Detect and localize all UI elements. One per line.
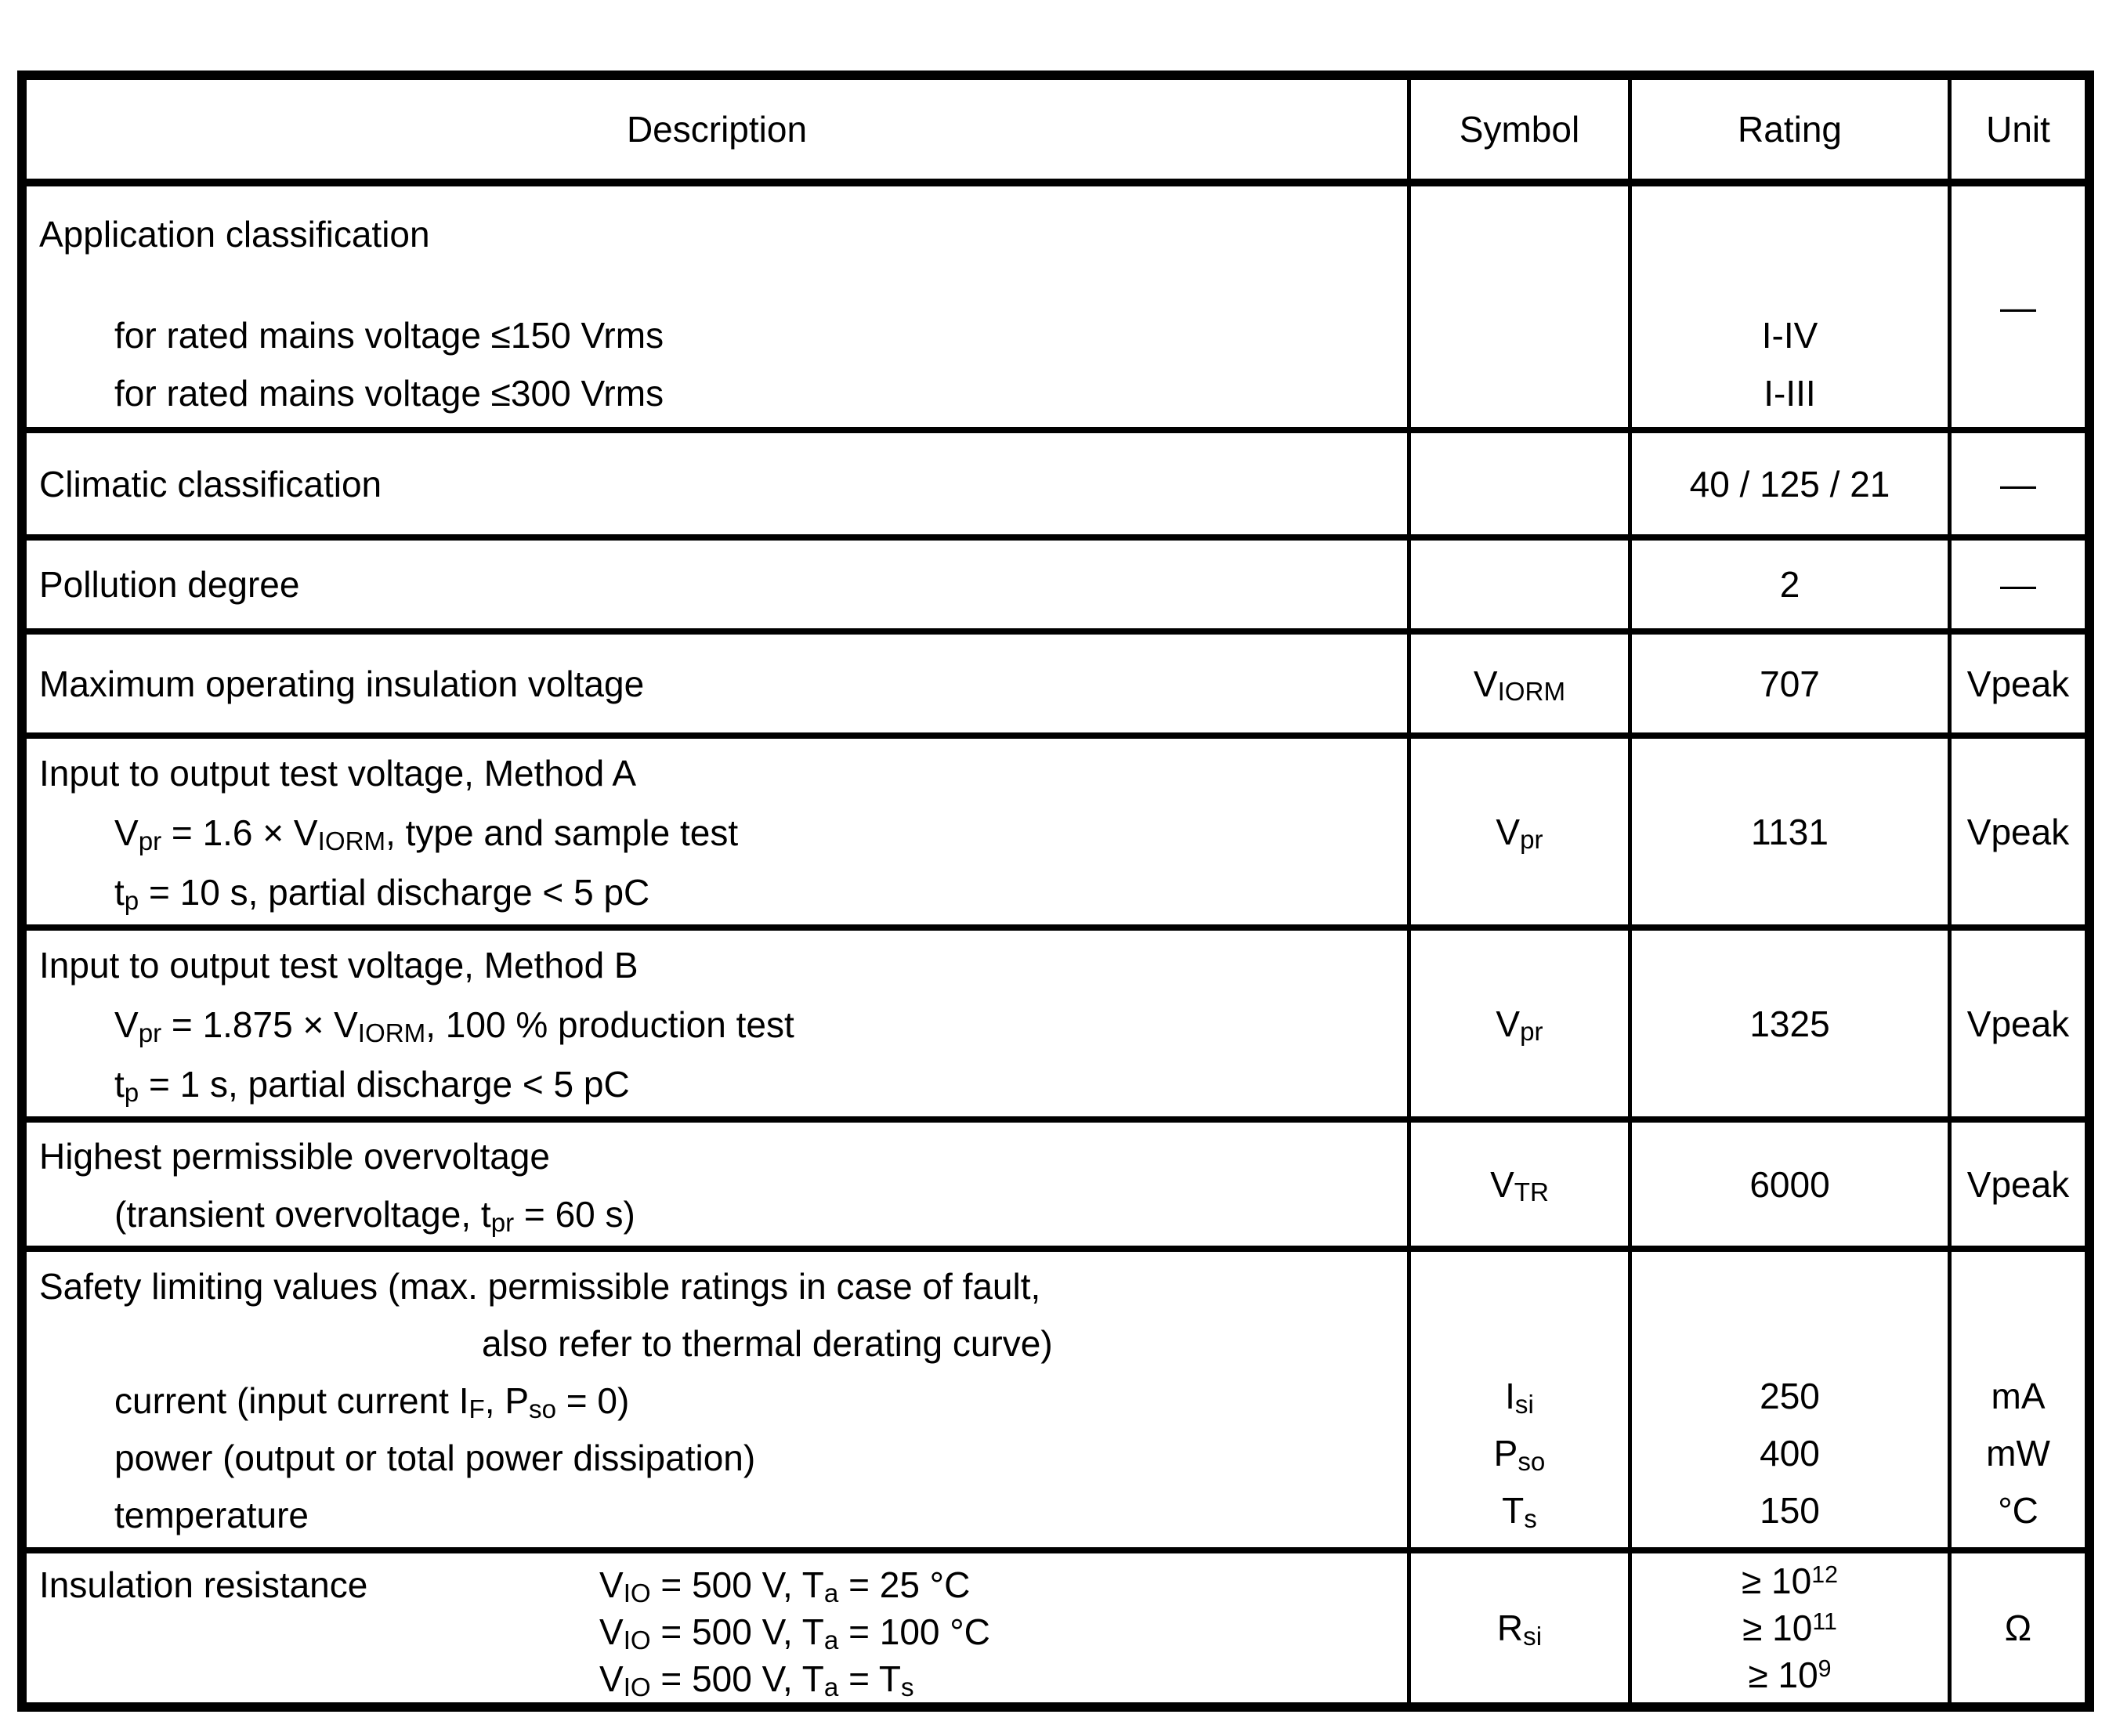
viorm-title: Maximum operating insulation voltage xyxy=(39,663,645,704)
viorm-rating-cell xyxy=(1632,635,1952,739)
method-b-condition-1: $V_{pr} = 1.875 \times V_{IORM}$, 100 % production test xyxy=(114,1004,794,1048)
method-a-title: Input to output test voltage, Method A xyxy=(39,753,637,794)
application-rating-cell xyxy=(1632,186,1952,433)
safety-title-line-2: also refer to thermal derating curve) xyxy=(482,1323,1053,1364)
header-cell-unit xyxy=(1952,80,2085,186)
method-a-symbol-cell xyxy=(1411,739,1632,931)
safety-item-power-desc: power (output or total power dissipation) xyxy=(114,1438,756,1478)
pollution-symbol-cell xyxy=(1411,541,1632,635)
method-a-rating-cell xyxy=(1632,739,1952,931)
insulation-rating-cell xyxy=(1632,1553,1952,1702)
pollution-unit-dash: — xyxy=(2000,564,2036,605)
header-cell-description xyxy=(27,80,1411,186)
climatic-title: Climatic classification xyxy=(39,463,382,505)
pollution-description-cell xyxy=(27,541,1411,635)
application-condition-300vrms: for rated mains voltage ≤300 Vrms xyxy=(114,373,664,414)
insulation-condition-100c: $V_{IO} = 500$ V, $T_a = 100$ °C xyxy=(599,1611,990,1655)
application-condition-150vrms: for rated mains voltage ≤150 Vrms xyxy=(114,315,664,356)
header-label-description: Description xyxy=(626,109,808,150)
viorm-unit-cell xyxy=(1952,635,2085,739)
header-cell-rating xyxy=(1632,80,1952,186)
header-label-unit: Unit xyxy=(1986,109,2050,150)
method-b-condition-2: $t_p = 1$ s, partial discharge < 5 pC xyxy=(114,1064,630,1108)
method-a-unit-cell xyxy=(1952,739,2085,931)
safety-unit-current: mA xyxy=(1991,1376,2046,1416)
overvoltage-unit-label: Vpeak xyxy=(1966,1163,2070,1205)
insulation-rating-1e9: ≥ $10^9$ xyxy=(1748,1655,1832,1695)
method-b-unit-label: Vpeak xyxy=(1966,1003,2070,1044)
method-a-condition-1: $V_{pr} = 1.6 \times V_{IORM}$, type and sample test xyxy=(114,812,739,856)
application-title: Application classification xyxy=(39,214,430,255)
application-spacer xyxy=(39,263,1398,306)
climatic-description-cell xyxy=(27,433,1411,541)
insulation-conditions xyxy=(599,1561,990,1702)
overvoltage-symbol: $V_{TR}$ xyxy=(1490,1163,1549,1208)
safety-symbol-cell xyxy=(1411,1252,1632,1553)
safety-symbol-ts: $T_s$ xyxy=(1502,1490,1537,1534)
method-a-description-cell xyxy=(27,739,1411,931)
safety-description-cell xyxy=(27,1252,1411,1553)
overvoltage-rating-cell xyxy=(1632,1123,1952,1252)
insulation-rating-1e12: ≥ $10^{12}$ xyxy=(1742,1561,1838,1601)
method-a-rating-value: 1131 xyxy=(1751,811,1829,852)
safety-rating-current: 250 xyxy=(1760,1376,1820,1416)
safety-unit-temperature: °C xyxy=(1998,1490,2038,1531)
overvoltage-unit-cell xyxy=(1952,1123,2085,1252)
method-b-rating-cell xyxy=(1632,931,1952,1123)
safety-symbol-isi: $I_{si}$ xyxy=(1505,1376,1534,1420)
insulation-condition-25c: $V_{IO} = 500$ V, $T_a = 25$ °C xyxy=(599,1564,971,1608)
method-b-description-cell xyxy=(27,931,1411,1123)
header-label-rating: Rating xyxy=(1738,109,1842,150)
viorm-description-cell xyxy=(27,635,1411,739)
header-cell-symbol xyxy=(1411,80,1632,186)
safety-unit-cell xyxy=(1952,1252,2085,1553)
method-b-symbol: $V_{pr}$ xyxy=(1496,1003,1543,1047)
climatic-unit-dash: — xyxy=(2000,463,2036,505)
climatic-unit-cell xyxy=(1952,433,2085,541)
pollution-rating-value: 2 xyxy=(1779,564,1800,605)
viorm-rating-value: 707 xyxy=(1760,663,1820,704)
safety-item-temperature-desc: temperature xyxy=(114,1495,309,1535)
method-a-symbol: $V_{pr}$ xyxy=(1496,811,1543,855)
safety-rating-temperature: 150 xyxy=(1760,1490,1820,1531)
safety-symbol-pso: $P_{so}$ xyxy=(1493,1433,1546,1477)
application-rating-150vrms: I-IV xyxy=(1761,315,1818,356)
insulation-description-cell xyxy=(27,1553,1411,1702)
insulation-unit-ohm: Ω xyxy=(2004,1608,2032,1648)
viorm-symbol-cell xyxy=(1411,635,1632,739)
viorm-symbol: $V_{IORM}$ xyxy=(1473,663,1566,707)
overvoltage-symbol-cell xyxy=(1411,1123,1632,1252)
safety-rating-power: 400 xyxy=(1760,1433,1820,1474)
safety-unit-power: mW xyxy=(1986,1433,2050,1474)
method-b-symbol-cell xyxy=(1411,931,1632,1123)
method-b-rating-value: 1325 xyxy=(1749,1003,1830,1044)
pollution-unit-cell xyxy=(1952,541,2085,635)
insulation-rating-1e11: ≥ $10^{11}$ xyxy=(1742,1608,1837,1648)
insulation-specifications-table xyxy=(17,71,2094,1712)
header-label-symbol: Symbol xyxy=(1459,109,1580,150)
climatic-symbol-cell xyxy=(1411,433,1632,541)
viorm-unit-label: Vpeak xyxy=(1966,663,2070,704)
pollution-rating-cell xyxy=(1632,541,1952,635)
insulation-symbol: $R_{si}$ xyxy=(1496,1608,1543,1651)
application-symbol-cell xyxy=(1411,186,1632,433)
insulation-title: Insulation resistance xyxy=(39,1564,368,1605)
overvoltage-condition: (transient overvoltage, $t_{pr} = 60$ s) xyxy=(114,1194,635,1238)
application-unit-cell xyxy=(1952,186,2085,433)
insulation-symbol-cell xyxy=(1411,1553,1632,1702)
insulation-condition-ts: $V_{IO} = 500$ V, $T_a = T_s$ xyxy=(599,1658,914,1702)
method-a-unit-label: Vpeak xyxy=(1966,811,2070,852)
overvoltage-description-cell xyxy=(27,1123,1411,1252)
overvoltage-title: Highest permissible overvoltage xyxy=(39,1136,550,1177)
insulation-unit-cell xyxy=(1952,1553,2085,1702)
method-b-unit-cell xyxy=(1952,931,2085,1123)
safety-item-current-desc: current (input current $I_F$, $P_{so} = 0$) xyxy=(114,1380,630,1424)
climatic-rating-value: 40 / 125 / 21 xyxy=(1689,463,1890,505)
pollution-title: Pollution degree xyxy=(39,564,300,605)
method-b-title: Input to output test voltage, Method B xyxy=(39,945,638,986)
method-a-condition-2: $t_p = 10$ s, partial discharge < 5 pC xyxy=(114,872,650,916)
overvoltage-rating-value: 6000 xyxy=(1749,1163,1830,1205)
safety-rating-cell xyxy=(1632,1252,1952,1553)
application-rating-300vrms: I-III xyxy=(1764,373,1816,414)
application-unit-dash: — xyxy=(2000,286,2036,327)
safety-title-line-1: Safety limiting values (max. permissible ratings in case of fault, xyxy=(39,1266,1041,1307)
application-description-cell xyxy=(27,186,1411,433)
climatic-rating-cell xyxy=(1632,433,1952,541)
